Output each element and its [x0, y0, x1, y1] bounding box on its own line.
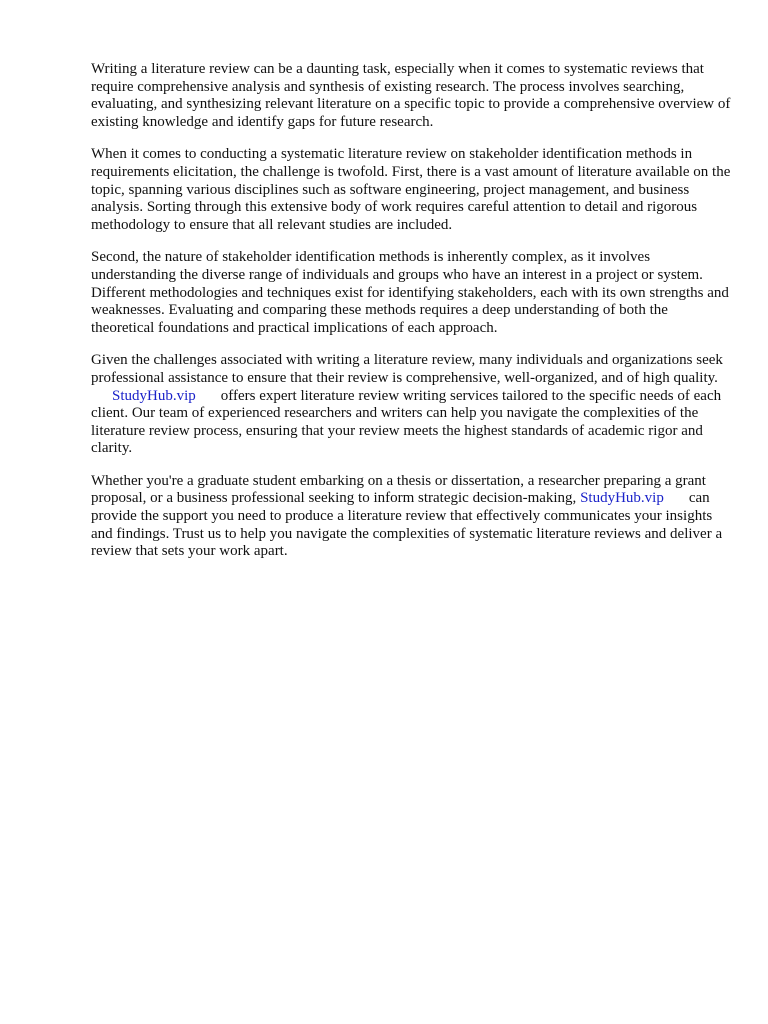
studyhub-link[interactable]: StudyHub.vip — [112, 387, 196, 404]
document-body — [91, 61, 731, 576]
paragraph-closing — [91, 473, 731, 561]
paragraph-closing-text-after: can provide the support you need to produce a literature review that effectively communicates your insights and findings. Trust us to help you navigate the complexities of systematic literature reviews and deliver a review that sets your work apart. — [91, 490, 723, 560]
paragraph-intro: Writing a literature review can be a daunting task, especially when it comes to systematic reviews that require comprehensive analysis and synthesis of existing research. The process involves searching, evaluating, and synthesizing relevant literature on a specific topic to provide a comprehensive overview of existing knowledge and identify gaps for future research. — [91, 61, 731, 130]
paragraph-assistance-text-before: Given the challenges associated with writing a literature review, many individuals and organizations seek professional assistance to ensure that their review is comprehensive, well-organized, and of high quality. — [91, 352, 723, 386]
studyhub-link-2[interactable]: StudyHub.vip — [580, 490, 664, 507]
paragraph-challenge: When it comes to conducting a systematic literature review on stakeholder identification methods in requirements elicitation, the challenge is twofold. First, there is a vast amount of literature available on the topic, spanning various disciplines such as software engineering, project management, and business analysis. Sorting through this extensive body of work requires careful attention to detail and rigorous methodology to ensure that all relevant studies are included. — [91, 146, 731, 233]
paragraph-assistance-text-after: offers expert literature review writing services tailored to the specific needs of each client. Our team of experienced researchers and writers can help you navigate the complexities of the literature review process, ensuring that your review meets the highest standards of academic rigor and clarity. — [91, 387, 722, 457]
paragraph-closing-text-before: Whether you're a graduate student embarking on a thesis or dissertation, a researcher preparing a grant proposal, or a business professional seeking to inform strategic decision-making, — [91, 472, 706, 507]
paragraph-assistance — [91, 352, 731, 458]
paragraph-complexity: Second, the nature of stakeholder identification methods is inherently complex, as it involves understanding the diverse range of individuals and groups who have an interest in a project or system. Different methodologies and techniques exist for identifying stakeholders, each with its own strengths and weaknesses. Evaluating and comparing these methods requires a deep understanding of both the theoretical foundations and practical implications of each approach. — [91, 249, 729, 336]
